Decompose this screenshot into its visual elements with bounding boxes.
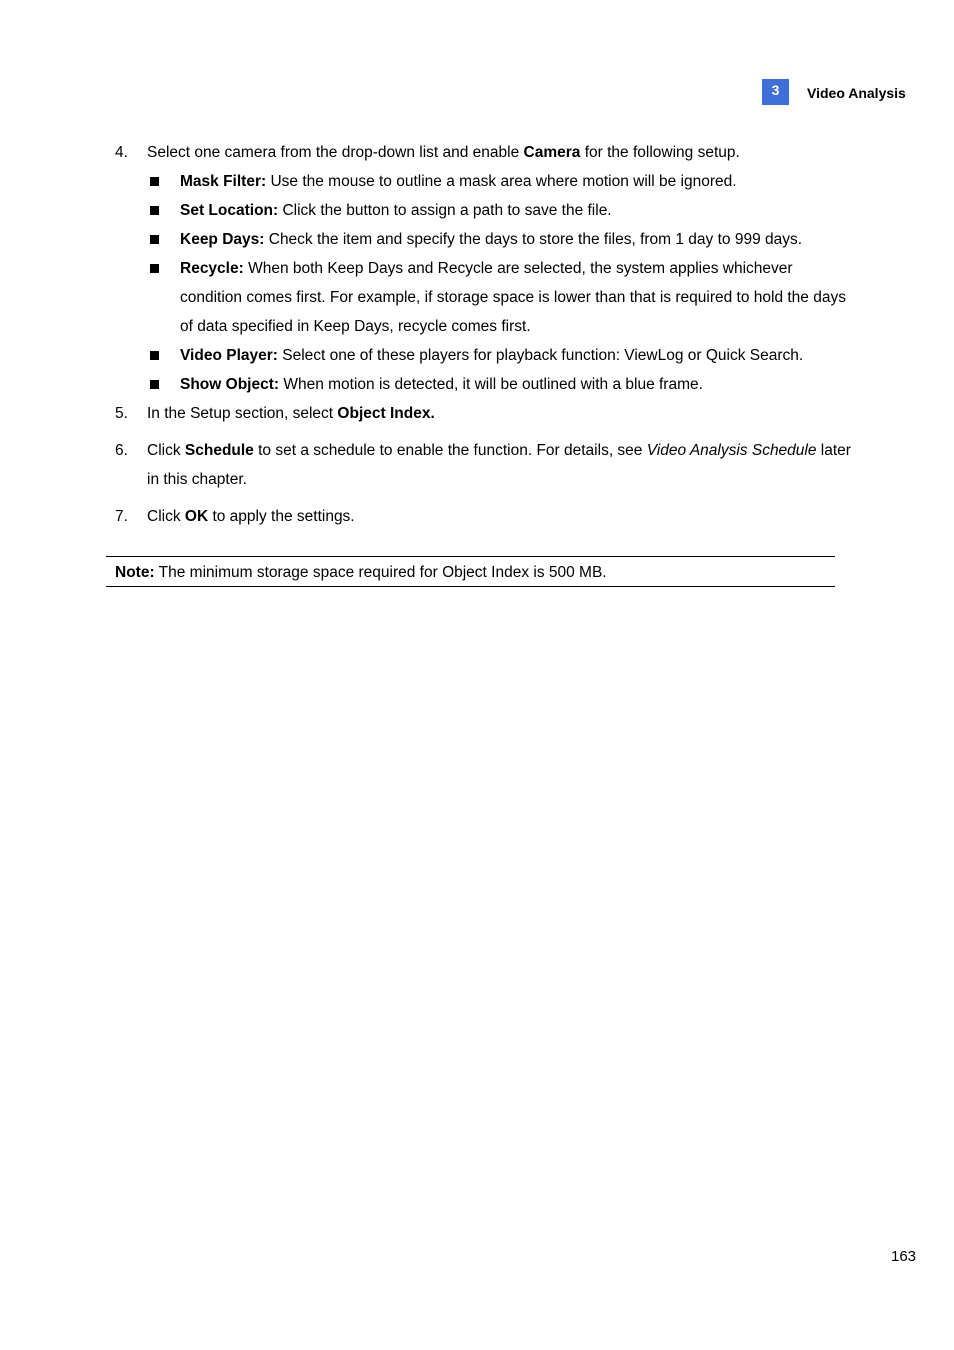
note-label: Note: [115,564,155,581]
step-text: Select one camera from the drop-down list and enable [147,144,524,161]
bullet-square-icon [150,351,159,360]
step-number: 6. [115,442,128,459]
bullet-square-icon [150,206,159,215]
step-bold: OK [184,508,209,525]
step-4 [115,138,855,167]
step-text: to apply the settings. [208,508,355,525]
bullet-text: Use the mouse to outline a mask area where motion will be ignored. [266,173,737,190]
bullet-set-location [115,196,855,225]
bullet-show-object [115,370,855,399]
step-bold: Camera [523,144,581,161]
bullet-square-icon [150,264,159,273]
bullet-text: When both Keep Days and Recycle are selected, the system applies whichever condition comes first. For example, if storage space is lower than that is required to hold the days of data specified in Keep Days, recycle comes first. [180,260,846,335]
step-text: Click [147,508,185,525]
option-bullets [115,167,855,399]
chapter-number-badge: 3 [762,79,789,105]
instruction-list [115,138,855,531]
step-text: later in this chapter. [147,442,851,488]
chapter-title: Video Analysis [807,85,906,101]
step-5 [115,399,855,428]
step-text: In the Setup section, select [147,405,338,422]
bullet-mask-filter [115,167,855,196]
note-box [106,556,835,587]
bullet-term: Set Location: [180,202,279,219]
step-italic: Video Analysis Schedule [646,442,817,459]
step-7 [115,502,855,531]
bullet-text: When motion is detected, it will be outlined with a blue frame. [279,376,703,393]
bullet-video-player [115,341,855,370]
bullet-recycle [115,254,855,341]
bullet-text: Select one of these players for playback function: ViewLog or Quick Search. [277,347,804,364]
step-bold: Schedule [184,442,254,459]
step-6 [115,436,855,494]
step-number: 5. [115,405,128,422]
bullet-term: Keep Days: [180,231,265,248]
bullet-square-icon [150,235,159,244]
step-text: Click [147,442,185,459]
step-number: 7. [115,508,128,525]
bullet-keep-days [115,225,855,254]
note-text: The minimum storage space required for Object Index is 500 MB. [154,564,607,581]
bullet-term: Mask Filter: [180,173,267,190]
bullet-term: Show Object: [180,376,280,393]
step-bold: Object Index. [337,405,435,422]
bullet-square-icon [150,177,159,186]
step-number: 4. [115,144,128,161]
page-number: 163 [891,1248,917,1265]
bullet-term: Video Player: [180,347,278,364]
bullet-square-icon [150,380,159,389]
bullet-text: Check the item and specify the days to store the files, from 1 day to 999 days. [264,231,803,248]
chapter-header [762,79,906,105]
bullet-text: Click the button to assign a path to save the file. [278,202,612,219]
bullet-term: Recycle: [180,260,244,277]
step-text: for the following setup. [580,144,740,161]
step-text: to set a schedule to enable the function. For details, see [253,442,647,459]
